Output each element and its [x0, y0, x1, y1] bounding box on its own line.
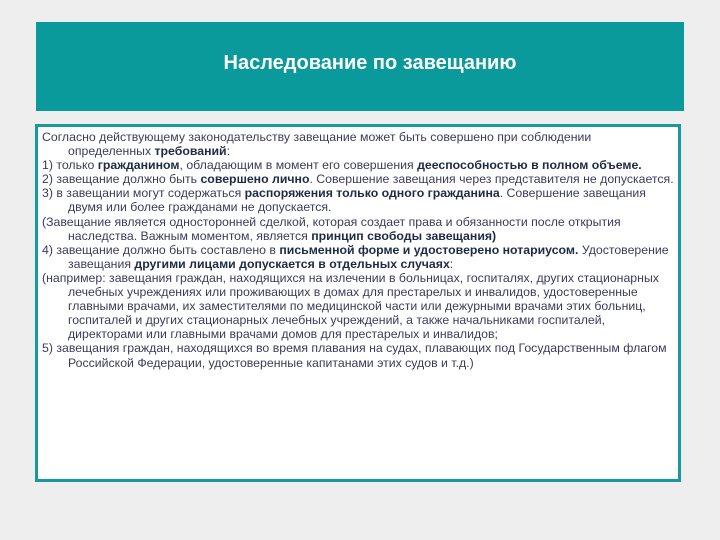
slide-title: Наследование по завещанию	[223, 52, 517, 74]
content-box	[35, 124, 681, 482]
text-run: 3) в завещании могут содержаться	[42, 186, 245, 201]
paragraph-3	[42, 172, 675, 186]
paragraph-1	[42, 130, 675, 158]
text-run: . Совершение завещания через представителя не допускается.	[309, 172, 674, 187]
paragraph-2	[42, 158, 675, 172]
text-run: 4) завещание должно быть составлено в	[42, 242, 280, 257]
bold-text: дееспособностью в полном объеме.	[417, 158, 642, 173]
text-run: 5) завещания граждан, находящихся во время плавания на судах, плавающих под Государственным флагом Российской Федерации, удостоверенные капитанами этих судов и т.д.)	[42, 341, 667, 370]
text-run: . Совершение завещания двумя или более гражданами не допускается.	[68, 186, 646, 215]
bold-text: требований	[154, 144, 227, 159]
paragraph-7	[42, 271, 675, 341]
text-run: , обладающим в момент его совершения	[179, 158, 418, 173]
bold-text: совершено лично	[200, 172, 310, 187]
paragraph-8	[42, 341, 675, 369]
bold-text: другими лицами допускается в отдельных случаях	[134, 256, 450, 271]
text-run: 2) завещание должно быть	[42, 172, 201, 187]
paragraph-6	[42, 243, 675, 271]
text-run: :	[226, 144, 231, 159]
paragraph-5	[42, 215, 675, 243]
bold-text: распоряжения только одного гражданина	[244, 186, 500, 201]
bold-text: гражданином	[97, 158, 180, 173]
text-run: Удостоверение завещания	[68, 242, 669, 271]
paragraph-4	[42, 186, 675, 214]
text-run: :	[449, 256, 454, 271]
bold-text: письменной форме и удостоверено нотариусом.	[279, 242, 579, 257]
bold-text: принцип свободы завещания)	[311, 228, 497, 243]
text-run: Согласно действующему законодательству завещание может быть совершено при соблюдении определенных	[42, 130, 592, 159]
text-run: 1) только	[42, 158, 98, 173]
title-bar	[36, 22, 684, 111]
text-run: (например: завещания граждан, находящихся на излечении в больницах, госпиталях, других стационарных лечебных учреждениях или проживающих в домах для престарелых и инвалидов, удостоверенные главными врачами, их заместителями по медицинской части или дежурными врачами этих больниц, госпиталей и других стационарных лечебных учреждений, а также начальниками госпиталей, директорами или главными врачами домов для престарелых и инвалидов;	[42, 270, 659, 342]
text-run: (Завещание является односторонней сделкой, которая создает права и обязанности после открытия наследства. Важным моментом, является	[42, 214, 621, 243]
